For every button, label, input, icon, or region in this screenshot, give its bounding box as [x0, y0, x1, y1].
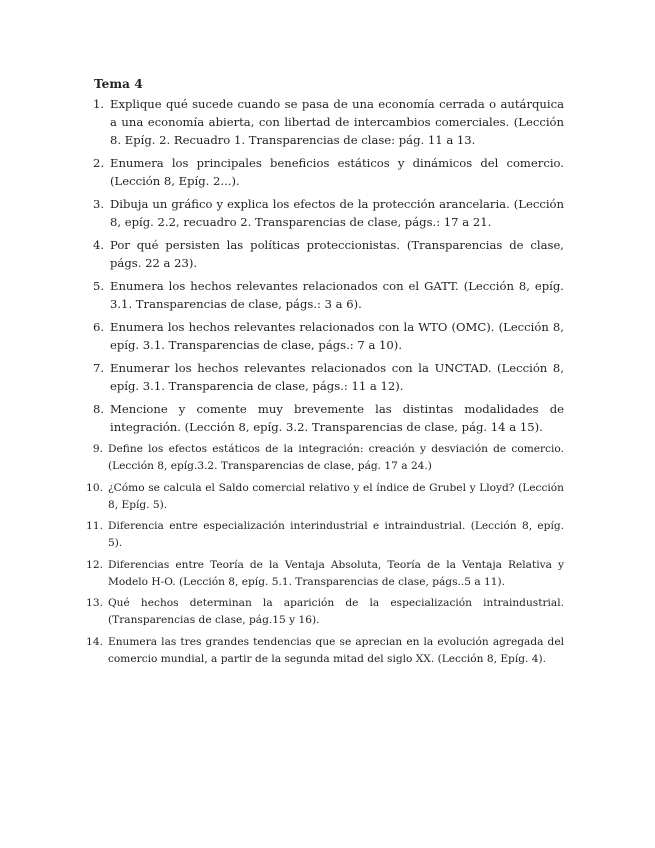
list-item [84, 318, 564, 354]
item-number: 8. [92, 402, 104, 416]
document-title: Tema 4 [94, 77, 143, 91]
list-item [84, 154, 564, 190]
list-item [84, 277, 564, 313]
item-text: Diferencias entre Teoría de la Ventaja Absoluta, Teoría de la Ventaja Relativa y Modelo H-O. (Lección 8, epíg. 5.1. Transparencias de clase, págs..5 a 11). [108, 558, 564, 588]
list-item [84, 518, 564, 552]
list-item [84, 95, 564, 149]
item-number: 6. [92, 320, 104, 334]
list-item [84, 236, 564, 272]
item-text: Define los efectos estáticos de la integración: creación y desviación de comercio. (Lección 8, epíg.3.2. Transparencias de clase, pág. 17 a 24.) [108, 443, 564, 472]
list-item [84, 634, 564, 668]
item-text: Por qué persisten las políticas proteccionistas. (Transparencias de clase, págs. 22 a 23). [110, 238, 564, 270]
item-text: Dibuja un gráfico y explica los efectos de la protección arancelaria. (Lección 8, epíg. 2.2, recuadro 2. Transparencias de clase, págs.: 17 a 21. [110, 197, 564, 229]
list-item [84, 195, 564, 231]
item-text: Enumera las tres grandes tendencias que se aprecian en la evolución agregada del comercio mundial, a partir de la segunda mitad del siglo XX. (Lección 8, Epíg. 4). [108, 635, 564, 665]
item-number: 5. [92, 279, 104, 293]
item-text: Enumera los hechos relevantes relacionados con el GATT. (Lección 8, epíg. 3.1. Transparencias de clase, págs.: 3 a 6). [110, 279, 564, 311]
list-item [84, 595, 564, 629]
item-text: ¿Cómo se calcula el Saldo comercial relativo y el índice de Grubel y Lloyd? (Lección 8, Epíg. 5). [108, 481, 564, 511]
list-item [84, 400, 564, 436]
item-number: 10. [86, 481, 103, 494]
item-number: 11. [86, 520, 103, 532]
item-text: Enumerar los hechos relevantes relacionados con la UNCTAD. (Lección 8, epíg. 3.1. Transparencia de clase, págs.: 11 a 12). [110, 361, 564, 393]
item-number: 12. [86, 558, 103, 571]
item-number: 2. [92, 156, 104, 170]
item-text: Qué hechos determinan la aparición de la especialización intraindustrial. (Transparencias de clase, pág.15 y 16). [108, 597, 564, 626]
list-item [84, 557, 564, 591]
item-number: 13. [86, 597, 103, 609]
item-text: Explique qué sucede cuando se pasa de una economía cerrada o autárquica a una economía abierta, con libertad de intercambios comerciales. (Lección 8. Epíg. 2. Recuadro 1. Transparencias de clase: pág. 11 a 13. [110, 97, 564, 147]
item-text: Enumera los principales beneficios estáticos y dinámicos del comercio. (Lección 8, Epíg. 2...). [110, 156, 564, 188]
item-text: Diferencia entre especialización interindustrial e intraindustrial. (Lección 8, epíg. 5). [108, 520, 564, 549]
item-text: Enumera los hechos relevantes relacionados con la WTO (OMC). (Lección 8, epíg. 3.1. Transparencias de clase, págs.: 7 a 10). [110, 320, 564, 352]
item-number: 4. [92, 238, 104, 252]
item-number: 9. [92, 443, 103, 455]
item-number: 1. [92, 97, 104, 111]
list-item [84, 480, 564, 514]
item-text: Mencione y comente muy brevemente las distintas modalidades de integración. (Lección 8, epíg. 3.2. Transparencias de clase, pág. 14 a 15). [110, 402, 564, 434]
question-list [84, 95, 564, 672]
item-number: 7. [92, 361, 104, 375]
list-item [84, 359, 564, 395]
item-number: 3. [92, 197, 104, 211]
list-item [84, 441, 564, 475]
item-number: 14. [86, 635, 103, 648]
